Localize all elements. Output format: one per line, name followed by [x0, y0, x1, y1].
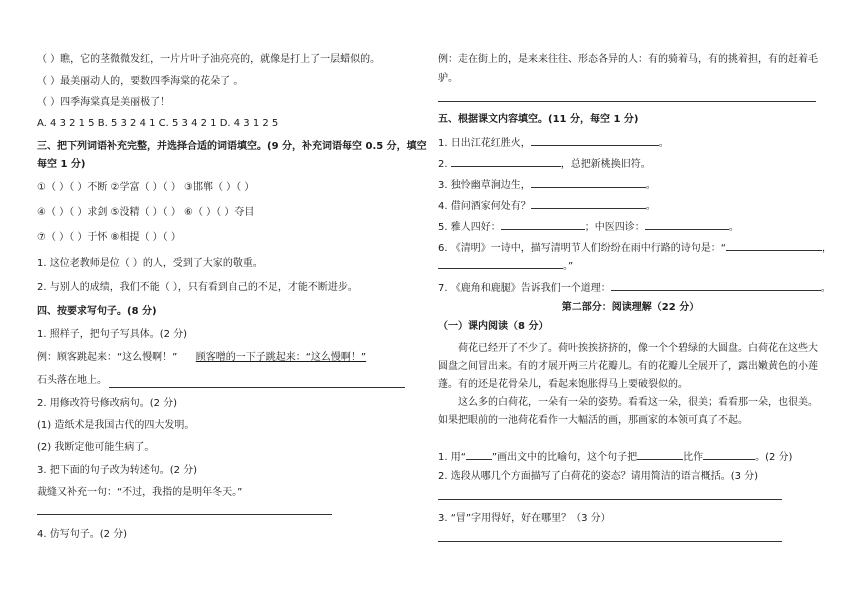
blank[interactable] [501, 219, 585, 230]
section3-title-line1: 三、把下列词语补充完整，并选择合适的词语填空。(9 分，补充词语每空 0.5 分，填空 [37, 141, 427, 152]
fill-item-2: 2. ，总把新桃换旧符。 [438, 156, 651, 172]
blank[interactable] [451, 156, 561, 167]
blank[interactable] [438, 258, 563, 269]
example-prefix: 例：顾客跳起来：“这么慢啊！” [37, 352, 178, 363]
fill-item-6: 6. 《清明》一诗中，描写清明节人们纷纷在雨中行路的诗句是：“ ， [438, 240, 832, 256]
reading-q1: 1. 用“ ”画出文中的比喻句，这个句子把 比作 。(2 分) [438, 449, 792, 465]
q4-2: 2. 用修改符号修改病句。(2 分) [37, 398, 178, 409]
q4-2-b: (2) 我断定他可能生病了。 [37, 442, 155, 453]
q4-1-example [37, 351, 366, 365]
idiom-row-2: ④（ ）（ ）求剑 ⑤没精（ ）（ ） ⑥（ ）（ ）夺目 [37, 207, 255, 218]
blank[interactable] [645, 219, 729, 230]
fill-item-3: 3. 独怜幽草涧边生， 。 [438, 177, 656, 193]
example-line1: 例：走在街上的，是来来往往、形态各异的人：有的骑着马，有的挑着担，有的赶着毛 [438, 54, 818, 65]
section5-title: 五、根据课文内容填空。(11 分，每空 1 分) [438, 114, 639, 125]
blank[interactable] [611, 280, 821, 291]
passage-paragraph-1: 荷花已经开了不少了。荷叶挨挨挤挤的，像一个个碧绿的大圆盘。白荷花在这些大圆盘之间冒出来。有的才展开两三片花瓣儿。有的花瓣儿全展开了，露出嫩黄色的小莲蓬。有的还是花骨朵儿，看起来饱胀得马上要破裂似的。 [438, 343, 818, 390]
blank[interactable] [531, 198, 646, 209]
blank[interactable] [637, 449, 683, 460]
fill-sentence-1: 1. 这位老教师是位（ ）的人，受到了大家的敬重。 [37, 258, 263, 269]
q4-4: 4. 仿写句子。(2 分) [37, 529, 128, 540]
reading-q3: 3. “冒”字用得好，好在哪里？（3 分） [438, 513, 611, 524]
q4-3: 3. 把下面的句子改为转述句。(2 分) [37, 465, 198, 476]
fill-item-1: 1. 日出江花红胜火， 。 [438, 135, 669, 151]
answer-line[interactable] [109, 387, 405, 388]
q4-1: 1. 照样子，把句子写具体。(2 分) [37, 329, 188, 340]
idiom-row-1: ①（ ）（ ）不断 ②学富（ ）（ ） ③邯郸（ ）（ ） [37, 182, 255, 193]
blank[interactable] [531, 177, 646, 188]
fill-item-7: 7. 《鹿角和鹿腿》告诉我们一个道理： 。 [438, 280, 831, 296]
answer-line[interactable] [438, 541, 782, 542]
order-item-3: （ ）四季海棠真是美丽极了！ [37, 97, 171, 108]
example-line2: 驴。 [438, 73, 458, 84]
reading1-title: （一）课内阅读（8 分） [438, 321, 549, 332]
part2-title: 第二部分：阅读理解（22 分） [561, 302, 700, 313]
blank[interactable] [531, 135, 659, 146]
order-item-1: （ ）瞧，它的茎微微发红，一片片叶子油亮亮的，就像是打上了一层蜡似的。 [37, 54, 381, 65]
q4-3-text: 裁缝又补充一句：“不过，我指的是明年冬天。” [37, 487, 243, 498]
blank[interactable] [703, 449, 755, 460]
blank[interactable] [466, 449, 492, 460]
section3-title-line2: 每空 1 分) [37, 159, 86, 170]
order-options: A. 4 3 2 1 5 B. 5 3 2 4 1 C. 5 3 4 2 1 D. 4 3 1 2 5 [37, 118, 279, 129]
fill-item-6-cont: 。” [438, 258, 573, 274]
section4-title: 四、按要求写句子。(8 分) [37, 306, 157, 317]
q4-1-prompt: 石头落在地上。 [37, 375, 107, 386]
answer-line[interactable] [438, 101, 816, 102]
passage-paragraph-2: 这么多的白荷花，一朵有一朵的姿势。看看这一朵，很美；看看那一朵，也很美。如果把眼前的一池荷花看作一大幅活的画，那画家的本领可真了不起。 [438, 397, 818, 426]
example-answer: 顾客噌的一下子跳起来：“这么慢啊！” [195, 352, 367, 363]
idiom-row-3: ⑦（ ）（ ）于怀 ⑧相提（ ）（ ） [37, 232, 181, 243]
blank[interactable] [726, 240, 822, 251]
answer-line[interactable] [37, 514, 332, 515]
fill-sentence-2: 2. 与别人的成绩，我们不能（ ），只有看到自己的不足，才能不断进步。 [37, 282, 358, 293]
order-item-2: （ ）最美丽动人的，要数四季海棠的花朵了 。 [37, 76, 244, 87]
answer-line[interactable] [438, 499, 782, 500]
reading-q2: 2. 选段从哪几个方面描写了白荷花的姿态？请用简洁的语言概括。(3 分) [438, 471, 759, 482]
q4-2-a: (1) 造纸术是我国古代的四大发明。 [37, 420, 195, 431]
fill-item-5: 5. 雅人四好： ；中医四诊： 。 [438, 219, 739, 235]
fill-item-4: 4. 借问酒家何处有？ 。 [438, 198, 656, 214]
